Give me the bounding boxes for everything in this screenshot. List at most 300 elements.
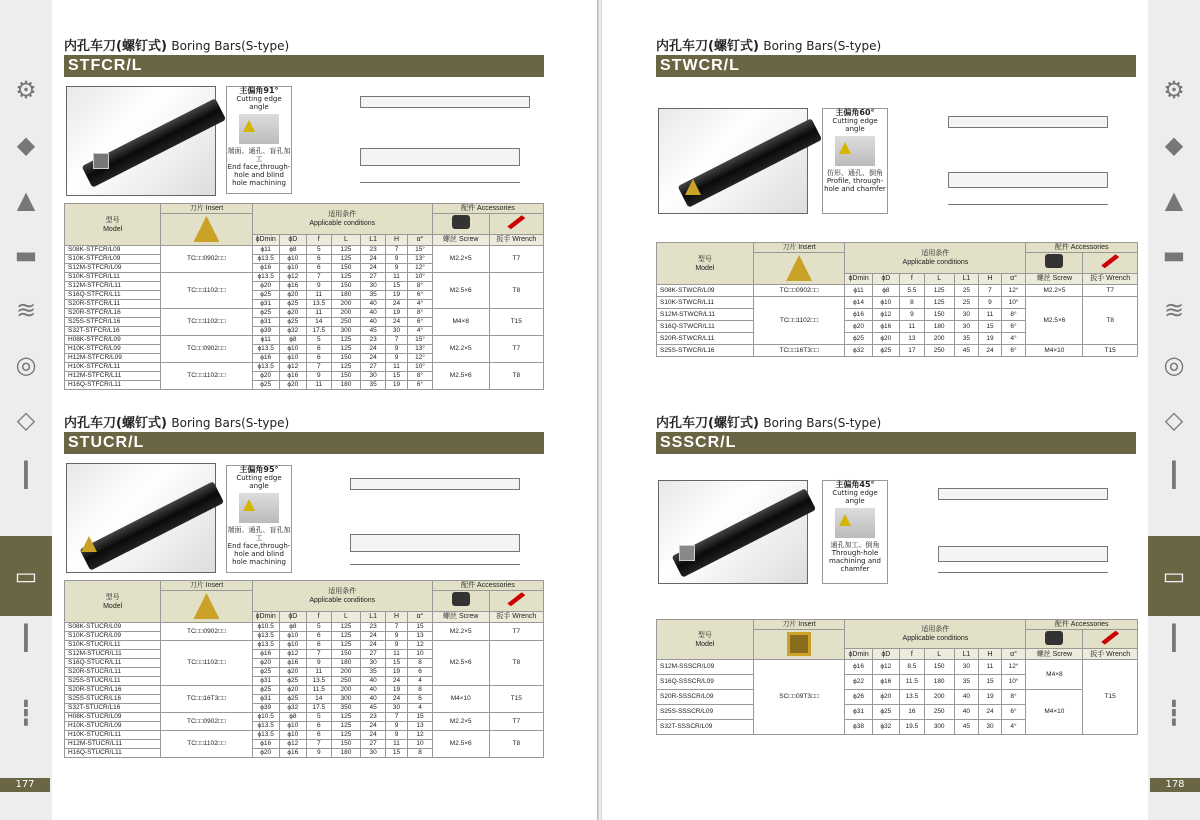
value-cell: 23 bbox=[361, 246, 386, 255]
value-cell: 13.5 bbox=[306, 300, 331, 309]
value-cell: 11.5 bbox=[306, 686, 331, 695]
value-cell: ϕ8 bbox=[279, 336, 306, 345]
value-cell: 10° bbox=[408, 363, 433, 372]
value-cell: ϕ25 bbox=[279, 677, 306, 686]
insert-cell: TC□□0902□□ bbox=[161, 246, 252, 273]
value-cell: ϕ25 bbox=[252, 291, 279, 300]
column-header: α° bbox=[1001, 273, 1026, 284]
table-row bbox=[65, 623, 544, 632]
insert-icon bbox=[787, 632, 811, 656]
model-cell: S08K-STFCR/L09 bbox=[65, 246, 161, 255]
technical-drawing-ssscr bbox=[898, 482, 1138, 582]
value-cell: 12° bbox=[1001, 285, 1026, 297]
screw-cell: M2.2×5 bbox=[1026, 285, 1083, 297]
threading-insert-icon: ≋ bbox=[15, 296, 37, 324]
value-cell: ϕ32 bbox=[279, 704, 306, 713]
value-cell: 40 bbox=[361, 300, 386, 309]
table-row bbox=[65, 713, 544, 722]
value-cell: ϕ11 bbox=[252, 336, 279, 345]
screw-cell: M4×10 bbox=[432, 686, 489, 713]
value-cell: ϕ13.5 bbox=[252, 632, 279, 641]
value-cell: ϕ25 bbox=[872, 345, 899, 357]
value-cell: 15 bbox=[408, 623, 433, 632]
column-header: α° bbox=[408, 234, 433, 245]
model-cell: S25S-STUCR/L16 bbox=[65, 695, 161, 704]
column-header: L bbox=[924, 649, 954, 660]
model-cell: S25S-STUCR/L11 bbox=[65, 677, 161, 686]
value-cell: 150 bbox=[331, 264, 361, 273]
column-header: L1 bbox=[954, 649, 979, 660]
indexable-drill-icon: ┇ bbox=[18, 699, 34, 727]
column-header: ϕDmin bbox=[845, 273, 872, 284]
value-cell: ϕ13.5 bbox=[252, 731, 279, 740]
value-cell: ϕ16 bbox=[845, 309, 872, 321]
screw-header: 螺丝 Screw bbox=[1026, 649, 1083, 660]
insert-header: 刀片 Insert bbox=[161, 204, 252, 214]
value-cell: 300 bbox=[331, 327, 361, 336]
table-row bbox=[657, 660, 1138, 675]
value-cell: ϕ20 bbox=[279, 668, 306, 677]
value-cell: ϕ25 bbox=[252, 309, 279, 318]
value-cell: 250 bbox=[924, 345, 954, 357]
value-cell: 12° bbox=[408, 264, 433, 273]
value-cell: 5 bbox=[306, 713, 331, 722]
wrench-cell: T8 bbox=[489, 273, 543, 309]
value-cell: ϕ20 bbox=[252, 659, 279, 668]
wrench-icon bbox=[507, 592, 525, 606]
value-cell: 30 bbox=[361, 372, 386, 381]
value-cell: 15° bbox=[408, 246, 433, 255]
trigon-insert-icon: ▲ bbox=[1164, 186, 1184, 214]
conditions-header: 适用条件 Applicable conditions bbox=[252, 204, 432, 235]
value-cell: ϕ10 bbox=[279, 345, 306, 354]
model-cell: S32T-STFCR/L16 bbox=[65, 327, 161, 336]
value-cell: 8 bbox=[408, 686, 433, 695]
value-cell: 125 bbox=[331, 363, 361, 372]
value-cell: ϕ39 bbox=[252, 704, 279, 713]
screw-header: 螺丝 Screw bbox=[1026, 273, 1083, 284]
column-header: L1 bbox=[361, 234, 386, 245]
value-cell: ϕ10 bbox=[279, 354, 306, 363]
column-header: L bbox=[331, 234, 361, 245]
value-cell: ϕ20 bbox=[279, 291, 306, 300]
value-cell: 125 bbox=[331, 273, 361, 282]
value-cell: 6° bbox=[408, 291, 433, 300]
model-cell: S16Q-STUCR/L11 bbox=[65, 659, 161, 668]
value-cell: 7 bbox=[385, 623, 407, 632]
value-cell: 200 bbox=[331, 668, 361, 677]
value-cell: 4 bbox=[408, 677, 433, 686]
cutting-angle-icon bbox=[835, 136, 875, 166]
value-cell: 9 bbox=[385, 641, 407, 650]
value-cell: 6° bbox=[1001, 345, 1026, 357]
value-cell: ϕ8 bbox=[872, 285, 899, 297]
value-cell: 125 bbox=[924, 297, 954, 309]
value-cell: 19 bbox=[385, 291, 407, 300]
value-cell: ϕ10.5 bbox=[252, 623, 279, 632]
cutoff-blade-icon: ┃ bbox=[18, 624, 34, 652]
value-cell: 10° bbox=[408, 273, 433, 282]
value-cell: 24 bbox=[361, 264, 386, 273]
value-cell: 13 bbox=[899, 333, 924, 345]
column-header: f bbox=[899, 273, 924, 284]
drill-icon: ┃ bbox=[1166, 461, 1182, 489]
model-cell: H10K-STFCR/L09 bbox=[65, 345, 161, 354]
square-insert-icon: ◆ bbox=[1164, 131, 1184, 159]
column-header: ϕD bbox=[279, 611, 306, 622]
column-header: H bbox=[979, 649, 1001, 660]
value-cell: ϕ22 bbox=[845, 675, 872, 690]
value-cell: ϕ16 bbox=[872, 675, 899, 690]
value-cell: 200 bbox=[924, 690, 954, 705]
value-cell: ϕ25 bbox=[279, 300, 306, 309]
value-cell: 19 bbox=[385, 668, 407, 677]
value-cell: 40 bbox=[361, 309, 386, 318]
value-cell: 10° bbox=[1001, 675, 1026, 690]
left-page bbox=[0, 0, 598, 820]
value-cell: 11 bbox=[385, 650, 407, 659]
screw-cell: M2.2×5 bbox=[432, 336, 489, 363]
value-cell: ϕ16 bbox=[279, 749, 306, 758]
tool-assortment-icon: ⚙ bbox=[1163, 76, 1185, 104]
value-cell: 11 bbox=[306, 381, 331, 390]
table-row bbox=[657, 345, 1138, 357]
insert-image bbox=[753, 253, 845, 285]
value-cell: ϕ16 bbox=[252, 354, 279, 363]
screw-icon bbox=[1045, 254, 1063, 268]
model-cell: S12M-SSSCR/L09 bbox=[657, 660, 754, 675]
value-cell: 9 bbox=[385, 345, 407, 354]
value-cell: 300 bbox=[331, 695, 361, 704]
spec-table-stfcr bbox=[64, 203, 544, 390]
value-cell: ϕ16 bbox=[252, 740, 279, 749]
model-header-cn: 型号 bbox=[105, 216, 120, 224]
value-cell: ϕ12 bbox=[279, 363, 306, 372]
value-cell: ϕ10 bbox=[279, 255, 306, 264]
value-cell: 15 bbox=[979, 321, 1001, 333]
table-row bbox=[657, 285, 1138, 297]
insert-cell: SC□□09T3□□ bbox=[753, 660, 845, 735]
value-cell: 35 bbox=[361, 291, 386, 300]
section-code-bar: STWCR/L bbox=[656, 55, 1136, 77]
column-header: ϕD bbox=[279, 234, 306, 245]
value-cell: ϕ8 bbox=[279, 713, 306, 722]
section-stfcr bbox=[64, 38, 544, 77]
value-cell: 7 bbox=[979, 285, 1001, 297]
value-cell: 150 bbox=[924, 660, 954, 675]
insert-icon bbox=[193, 593, 219, 619]
value-cell: 8° bbox=[408, 372, 433, 381]
value-cell: 23 bbox=[361, 713, 386, 722]
value-cell: 13 bbox=[408, 722, 433, 731]
value-cell: 13 bbox=[408, 632, 433, 641]
table-row bbox=[65, 686, 544, 695]
value-cell: 11 bbox=[306, 309, 331, 318]
value-cell: 19 bbox=[385, 686, 407, 695]
value-cell: 45 bbox=[361, 327, 386, 336]
table-row bbox=[657, 690, 1138, 705]
value-cell: 11.5 bbox=[899, 675, 924, 690]
value-cell: 180 bbox=[331, 749, 361, 758]
screw-icon bbox=[452, 215, 470, 229]
value-cell: 125 bbox=[331, 336, 361, 345]
value-cell: 250 bbox=[331, 318, 361, 327]
section-title: 内孔车刀(螺钉式) Boring Bars(S-type) bbox=[656, 416, 882, 431]
screw-cell: M2.5×6 bbox=[432, 731, 489, 758]
model-cell: S10K-STFCR/L11 bbox=[65, 273, 161, 282]
model-header-cn: 型号 bbox=[697, 631, 712, 639]
value-cell: 9 bbox=[306, 282, 331, 291]
model-header-cn: 型号 bbox=[105, 593, 120, 601]
model-header bbox=[657, 620, 754, 660]
value-cell: ϕ10 bbox=[279, 641, 306, 650]
value-cell: 24 bbox=[979, 705, 1001, 720]
value-cell: 40 bbox=[361, 686, 386, 695]
value-cell: 15 bbox=[979, 675, 1001, 690]
wrench-cell: T15 bbox=[1083, 660, 1138, 735]
wrench-cell: T8 bbox=[489, 731, 543, 758]
product-photo-ssscr bbox=[658, 480, 808, 584]
value-cell: 24 bbox=[361, 722, 386, 731]
value-cell: ϕ32 bbox=[872, 720, 899, 735]
value-cell: 5 bbox=[306, 336, 331, 345]
value-cell: ϕ10 bbox=[279, 632, 306, 641]
value-cell: 23 bbox=[361, 623, 386, 632]
accessories-header: 配件 Accessories bbox=[1026, 620, 1138, 630]
value-cell: ϕ10 bbox=[872, 297, 899, 309]
value-cell: 30 bbox=[954, 309, 979, 321]
screw-cell: M4×8 bbox=[1026, 660, 1083, 690]
grooving-insert-icon: ▬ bbox=[1162, 241, 1186, 269]
wrench-icon bbox=[1101, 631, 1119, 645]
value-cell: 250 bbox=[924, 705, 954, 720]
value-cell: 9 bbox=[899, 309, 924, 321]
value-cell: 30 bbox=[361, 749, 386, 758]
value-cell: 27 bbox=[361, 740, 386, 749]
value-cell: ϕ12 bbox=[872, 660, 899, 675]
value-cell: ϕ25 bbox=[279, 695, 306, 704]
value-cell: 10 bbox=[408, 650, 433, 659]
value-cell: 35 bbox=[954, 333, 979, 345]
technical-drawing-stwcr bbox=[898, 108, 1138, 208]
screw-cell: M4×8 bbox=[432, 309, 489, 336]
model-cell: H10K-STFCR/L11 bbox=[65, 363, 161, 372]
model-cell: H12M-STFCR/L09 bbox=[65, 354, 161, 363]
insert-icon bbox=[786, 255, 812, 281]
screw-cell: M4×10 bbox=[1026, 690, 1083, 735]
value-cell: ϕ16 bbox=[845, 660, 872, 675]
value-cell: 45 bbox=[954, 345, 979, 357]
value-cell: ϕ20 bbox=[872, 690, 899, 705]
model-cell: S16Q-STWCR/L11 bbox=[657, 321, 754, 333]
value-cell: ϕ25 bbox=[872, 705, 899, 720]
value-cell: ϕ16 bbox=[252, 264, 279, 273]
value-cell: 27 bbox=[361, 650, 386, 659]
model-cell: S20R-STFCR/L16 bbox=[65, 309, 161, 318]
value-cell: 125 bbox=[331, 641, 361, 650]
value-cell: 8 bbox=[899, 297, 924, 309]
model-cell: S25S-STFCR/L16 bbox=[65, 318, 161, 327]
page-number-right: 178 bbox=[1150, 778, 1200, 792]
value-cell: 24 bbox=[385, 695, 407, 704]
table-row bbox=[65, 309, 544, 318]
value-cell: ϕ10 bbox=[279, 264, 306, 273]
column-header: f bbox=[306, 234, 331, 245]
value-cell: 300 bbox=[924, 720, 954, 735]
product-photo-stucr bbox=[66, 463, 216, 573]
value-cell: 15° bbox=[408, 336, 433, 345]
value-cell: 6° bbox=[1001, 705, 1026, 720]
screw-cell: M2.2×5 bbox=[432, 713, 489, 731]
value-cell: ϕ12 bbox=[279, 273, 306, 282]
model-header-en: Model bbox=[695, 264, 715, 272]
screw-cell: M2.5×6 bbox=[1026, 297, 1083, 345]
value-cell: 19 bbox=[385, 381, 407, 390]
insert-cell: TC□□16T3□□ bbox=[161, 686, 252, 713]
technical-drawing-stfcr bbox=[300, 90, 540, 190]
value-cell: 40 bbox=[361, 695, 386, 704]
table-row bbox=[65, 336, 544, 345]
conditions-header: 适用条件 Applicable conditions bbox=[252, 581, 432, 612]
table-row bbox=[65, 363, 544, 372]
model-cell: H16Q-STFCR/L11 bbox=[65, 381, 161, 390]
indexable-drill-icon: ┇ bbox=[1166, 699, 1182, 727]
value-cell: 125 bbox=[331, 345, 361, 354]
value-cell: 5 bbox=[306, 246, 331, 255]
value-cell: 11 bbox=[979, 309, 1001, 321]
model-cell: S25S-STWCR/L16 bbox=[657, 345, 754, 357]
angle-diagram-ssscr: 主偏角45° Cutting edge angle 通孔加工、倒角 Through-hole machining and chamfer bbox=[822, 480, 888, 584]
value-cell: 10° bbox=[1001, 297, 1026, 309]
product-photo-stwcr bbox=[658, 108, 808, 214]
insert-cell: TC□□1102□□ bbox=[753, 297, 845, 345]
value-cell: 180 bbox=[331, 381, 361, 390]
value-cell: ϕ25 bbox=[252, 381, 279, 390]
wrench-header: 扳手 Wrench bbox=[489, 234, 543, 245]
section-code-bar: STFCR/L bbox=[64, 55, 544, 77]
value-cell: 17.5 bbox=[306, 327, 331, 336]
value-cell: ϕ10.5 bbox=[252, 713, 279, 722]
column-header: ϕDmin bbox=[845, 649, 872, 660]
model-cell: S10K-STWCR/L11 bbox=[657, 297, 754, 309]
right-page bbox=[602, 0, 1200, 820]
value-cell: 30 bbox=[361, 659, 386, 668]
value-cell: 150 bbox=[331, 282, 361, 291]
value-cell: 125 bbox=[924, 285, 954, 297]
value-cell: 13° bbox=[408, 255, 433, 264]
value-cell: 125 bbox=[331, 713, 361, 722]
model-cell: S16Q-SSSCR/L09 bbox=[657, 675, 754, 690]
value-cell: 350 bbox=[331, 704, 361, 713]
accessories-header: 配件 Accessories bbox=[432, 204, 543, 214]
value-cell: 150 bbox=[331, 354, 361, 363]
insert-cell: TC□□1102□□ bbox=[161, 731, 252, 758]
model-cell: S10K-STUCR/L09 bbox=[65, 632, 161, 641]
screw-cell: M2.5×6 bbox=[432, 363, 489, 390]
insert-cell: TC□□1102□□ bbox=[161, 309, 252, 336]
insert-cell: TC□□0902□□ bbox=[753, 285, 845, 297]
value-cell: 7 bbox=[306, 273, 331, 282]
value-cell: ϕ12 bbox=[279, 740, 306, 749]
value-cell: 13.5 bbox=[899, 690, 924, 705]
insert-image bbox=[161, 214, 252, 246]
column-header: ϕDmin bbox=[252, 234, 279, 245]
grooving-insert-icon: ▬ bbox=[14, 241, 38, 269]
boring-bar-icon: ▭ bbox=[0, 536, 52, 616]
value-cell: 9 bbox=[385, 264, 407, 273]
value-cell: ϕ25 bbox=[252, 668, 279, 677]
column-header: ϕDmin bbox=[252, 611, 279, 622]
column-header: H bbox=[385, 234, 407, 245]
model-cell: S12M-STFCR/L11 bbox=[65, 282, 161, 291]
column-header: f bbox=[899, 649, 924, 660]
wrench-header: 扳手 Wrench bbox=[489, 611, 543, 622]
value-cell: 30 bbox=[385, 327, 407, 336]
value-cell: 6° bbox=[408, 318, 433, 327]
value-cell: 4° bbox=[1001, 720, 1026, 735]
value-cell: 6 bbox=[306, 722, 331, 731]
value-cell: 9 bbox=[306, 659, 331, 668]
value-cell: 9 bbox=[385, 731, 407, 740]
model-cell: H10K-STUCR/L11 bbox=[65, 731, 161, 740]
value-cell: 250 bbox=[331, 677, 361, 686]
value-cell: 6 bbox=[306, 641, 331, 650]
value-cell: 12 bbox=[408, 641, 433, 650]
value-cell: ϕ16 bbox=[279, 372, 306, 381]
value-cell: 8° bbox=[1001, 690, 1026, 705]
value-cell: 24 bbox=[361, 345, 386, 354]
value-cell: 150 bbox=[924, 309, 954, 321]
value-cell: ϕ8 bbox=[279, 623, 306, 632]
model-cell: S20R-STUCR/L11 bbox=[65, 668, 161, 677]
value-cell: 24 bbox=[385, 677, 407, 686]
model-cell: H08K-STFCR/L09 bbox=[65, 336, 161, 345]
value-cell: ϕ20 bbox=[279, 309, 306, 318]
value-cell: 23 bbox=[361, 336, 386, 345]
left-sidebar bbox=[0, 0, 52, 820]
model-cell: S08K-STUCR/L09 bbox=[65, 623, 161, 632]
value-cell: 24 bbox=[361, 354, 386, 363]
wrench-cell: T8 bbox=[489, 641, 543, 686]
value-cell: 24 bbox=[979, 345, 1001, 357]
value-cell: 15 bbox=[408, 713, 433, 722]
wrench-cell: T15 bbox=[1083, 345, 1138, 357]
value-cell: 6 bbox=[306, 731, 331, 740]
value-cell: 17.5 bbox=[306, 704, 331, 713]
value-cell: 125 bbox=[331, 722, 361, 731]
value-cell: 19 bbox=[979, 690, 1001, 705]
wrench-icon bbox=[507, 215, 525, 229]
value-cell: ϕ39 bbox=[252, 327, 279, 336]
column-header: H bbox=[385, 611, 407, 622]
value-cell: 25 bbox=[954, 285, 979, 297]
value-cell: 15 bbox=[385, 282, 407, 291]
value-cell: 40 bbox=[954, 690, 979, 705]
value-cell: ϕ32 bbox=[845, 345, 872, 357]
screw-cell: M2.5×6 bbox=[432, 273, 489, 309]
column-header: ϕD bbox=[872, 649, 899, 660]
spec-table-stucr bbox=[64, 580, 544, 758]
value-cell: ϕ11 bbox=[845, 285, 872, 297]
value-cell: 24 bbox=[361, 255, 386, 264]
value-cell: 5.5 bbox=[899, 285, 924, 297]
value-cell: 9 bbox=[306, 749, 331, 758]
insert-header: 刀片 Insert bbox=[753, 243, 845, 253]
value-cell: 13° bbox=[408, 345, 433, 354]
value-cell: 180 bbox=[331, 291, 361, 300]
model-cell: S10K-STFCR/L09 bbox=[65, 255, 161, 264]
value-cell: 12° bbox=[408, 354, 433, 363]
